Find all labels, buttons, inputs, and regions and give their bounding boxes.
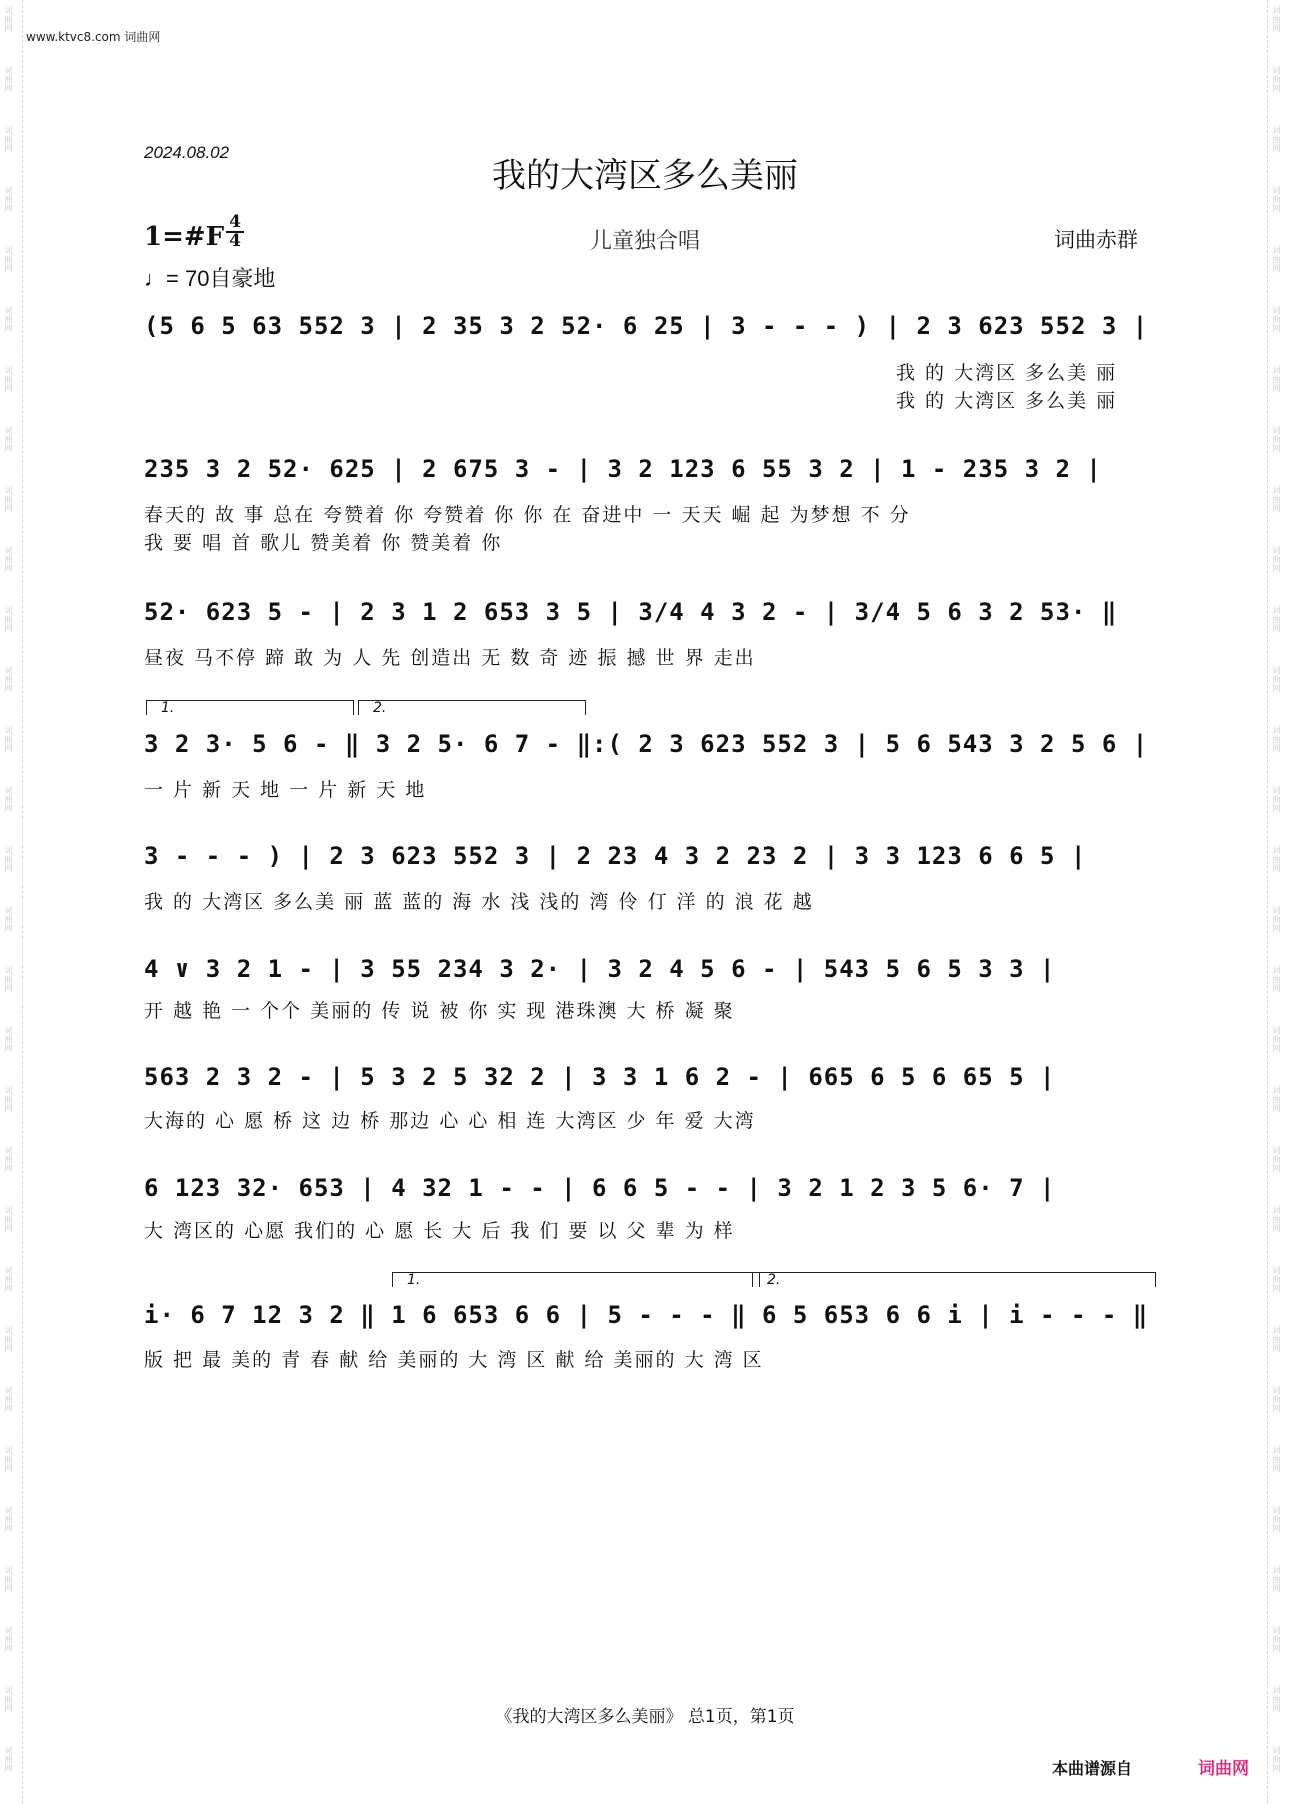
watermark-text: 词曲网	[4, 1386, 13, 1413]
watermark-text: 词曲网	[4, 966, 13, 993]
watermark-text: 词曲网	[1272, 1746, 1281, 1773]
watermark-text: 词曲网	[4, 1026, 13, 1053]
notation-line: 563 2 3 2 - | 5 3 2 5 32 2 | 3 3 1 6 2 - | 665 6 5 6 65 5 |	[144, 1063, 1056, 1091]
watermark-text: 词曲网	[1272, 846, 1281, 873]
volta-bracket-2	[752, 1272, 1156, 1287]
watermark-text: 词曲网	[4, 66, 13, 93]
notation-line: i· 6 7 12 3 2 ‖ 1 6 653 6 6 | 5 - - - ‖ 6 5 653 6 6 i | i - - - ‖	[144, 1301, 1149, 1329]
watermark-text: 词曲网	[4, 786, 13, 813]
watermark-text: 词曲网	[1272, 666, 1281, 693]
watermark-text: 词曲网	[1272, 1686, 1281, 1713]
watermark-text: 词曲网	[1272, 426, 1281, 453]
watermark-text: 词曲网	[4, 1506, 13, 1533]
watermark-text: 词曲网	[1272, 1266, 1281, 1293]
watermark-text: 词曲网	[4, 906, 13, 933]
watermark-text: 词曲网	[1272, 1146, 1281, 1173]
watermark-text: 词曲网	[1272, 1566, 1281, 1593]
lyric-line: 春天的 故 事 总在 夸赞着 你 夸赞着 你 你 在 奋进中 一 天天 崛 起 为梦想 不 分	[144, 504, 911, 526]
page-title: 我的大湾区多么美丽	[492, 156, 798, 196]
watermark-text: 词曲网	[4, 606, 13, 633]
watermark-text: 词曲网	[1272, 966, 1281, 993]
watermark-text: 词曲网	[1272, 786, 1281, 813]
lyric-line: 我 的 大湾区 多么美 丽	[896, 390, 1118, 412]
notation-line: 235 3 2 52· 625 | 2 675 3 - | 3 2 123 6 55 3 2 | 1 - 235 3 2 |	[144, 455, 1102, 483]
volta-label: 2.	[373, 700, 387, 716]
score-date: 2024.08.02	[144, 143, 230, 162]
watermark-text: 词曲网	[1272, 1626, 1281, 1653]
notation-line: 6 123 32· 653 | 4 32 1 - - | 6 6 5 - - | 3 2 1 2 3 5 6· 7 |	[144, 1174, 1056, 1202]
watermark-text: 词曲网	[4, 366, 13, 393]
watermark-text: 词曲网	[1272, 1446, 1281, 1473]
watermark-text: 词曲网	[1272, 6, 1281, 33]
watermark-text: 词曲网	[4, 1686, 13, 1713]
notation-line: 4 ∨ 3 2 1 - | 3 55 234 3 2· | 3 2 4 5 6 - | 543 5 6 5 3 3 |	[144, 955, 1056, 983]
watermark-text: 词曲网	[1272, 1086, 1281, 1113]
watermark-text: 词曲网	[4, 726, 13, 753]
watermark-text: 词曲网	[4, 666, 13, 693]
lyric-line: 大 湾区的 心愿 我们的 心 愿 长 大 后 我 们 要 以 父 辈 为 样	[144, 1220, 735, 1242]
watermark-text: 词曲网	[4, 1326, 13, 1353]
volta-label: 2.	[767, 1272, 781, 1288]
watermark-text: 词曲网	[1272, 546, 1281, 573]
lyric-line: 大海的 心 愿 桥 这 边 桥 那边 心 心 相 连 大湾区 少 年 爱 大湾	[144, 1110, 756, 1132]
notation-line: (5 6 5 63 552 3 | 2 35 3 2 52· 6 25 | 3 - - - ) | 2 3 623 552 3 |	[144, 312, 1149, 340]
watermark-text: 词曲网	[4, 1266, 13, 1293]
notation-line: 3 2 3· 5 6 - ‖ 3 2 5· 6 7 - ‖:( 2 3 623 552 3 | 5 6 543 3 2 5 6 |	[144, 730, 1149, 758]
brand-link[interactable]: 词曲网	[1198, 1759, 1249, 1779]
volta-label: 1.	[407, 1272, 421, 1288]
watermark-text: 词曲网	[1272, 1206, 1281, 1233]
watermark-text: 词曲网	[4, 306, 13, 333]
right-watermark-strip	[1267, 0, 1290, 1804]
page-footer: 《我的大湾区多么美丽》 总1页，第1页	[495, 1707, 795, 1727]
watermark-text: 词曲网	[4, 1146, 13, 1173]
time-signature-bottom: 4	[229, 231, 241, 251]
watermark-text: 词曲网	[1272, 486, 1281, 513]
watermark-text: 词曲网	[1272, 186, 1281, 213]
watermark-text: 词曲网	[1272, 1506, 1281, 1533]
site-label: www.ktvc8.com 词曲网	[26, 30, 161, 44]
time-signature-top: 4	[229, 212, 241, 232]
lyric-line: 我 要 唱 首 歌儿 赞美着 你 赞美着 你	[144, 532, 503, 554]
watermark-text: 词曲网	[1272, 126, 1281, 153]
lyric-line: 开 越 艳 一 个个 美丽的 传 说 被 你 实 现 港珠澳 大 桥 凝 聚	[144, 1000, 735, 1022]
watermark-text: 词曲网	[4, 1446, 13, 1473]
watermark-text: 词曲网	[4, 126, 13, 153]
watermark-text: 词曲网	[4, 546, 13, 573]
watermark-text: 词曲网	[4, 1746, 13, 1773]
lyric-line: 一 片 新 天 地 一 片 新 天 地	[144, 779, 427, 801]
lyric-line: 昼夜 马不停 蹄 敢 为 人 先 创造出 无 数 奇 迹 振 撼 世 界 走出	[144, 647, 756, 669]
watermark-text: 词曲网	[1272, 66, 1281, 93]
key-signature: 1=#F	[144, 222, 225, 252]
lyric-line: 我 的 大湾区 多么美 丽	[896, 362, 1118, 384]
watermark-text: 词曲网	[1272, 1026, 1281, 1053]
watermark-text: 词曲网	[4, 1566, 13, 1593]
tempo-marking: ♩= 70自豪地	[144, 266, 276, 291]
volta-label: 1.	[161, 700, 175, 716]
watermark-text: 词曲网	[1272, 726, 1281, 753]
watermark-text: 词曲网	[1272, 606, 1281, 633]
watermark-text: 词曲网	[4, 1626, 13, 1653]
lyric-line: 我 的 大湾区 多么美 丽 蓝 蓝的 海 水 浅 浅的 湾 伶 仃 洋 的 浪 花 越	[144, 891, 814, 913]
watermark-text: 词曲网	[1272, 906, 1281, 933]
watermark-text: 词曲网	[4, 1206, 13, 1233]
watermark-text: 词曲网	[4, 1086, 13, 1113]
watermark-text: 词曲网	[1272, 1386, 1281, 1413]
watermark-text: 词曲网	[1272, 366, 1281, 393]
watermark-text: 词曲网	[4, 6, 13, 33]
watermark-text: 词曲网	[4, 186, 13, 213]
watermark-text: 词曲网	[1272, 1326, 1281, 1353]
composer-credit: 词曲赤群	[1054, 228, 1138, 252]
volta-bracket-1	[392, 1272, 760, 1287]
notation-line: 3 - - - ) | 2 3 623 552 3 | 2 23 4 3 2 23 2 | 3 3 123 6 6 5 |	[144, 842, 1087, 870]
source-label: 本曲谱源自	[1052, 1759, 1133, 1778]
watermark-text: 词曲网	[1272, 246, 1281, 273]
watermark-text: 词曲网	[4, 426, 13, 453]
genre-label: 儿童独合唱	[589, 229, 700, 254]
watermark-text: 词曲网	[1272, 306, 1281, 333]
watermark-text: 词曲网	[4, 486, 13, 513]
volta-bracket-2	[358, 700, 586, 715]
left-watermark-strip	[0, 0, 23, 1804]
notation-line: 52· 623 5 - | 2 3 1 2 653 3 5 | 3/4 4 3 2 - | 3/4 5 6 3 2 53· ‖	[144, 598, 1118, 626]
watermark-text: 词曲网	[4, 246, 13, 273]
volta-bracket-1	[146, 700, 354, 715]
watermark-text: 词曲网	[4, 846, 13, 873]
lyric-line: 版 把 最 美的 青 春 献 给 美丽的 大 湾 区 献 给 美丽的 大 湾 区	[144, 1349, 764, 1371]
